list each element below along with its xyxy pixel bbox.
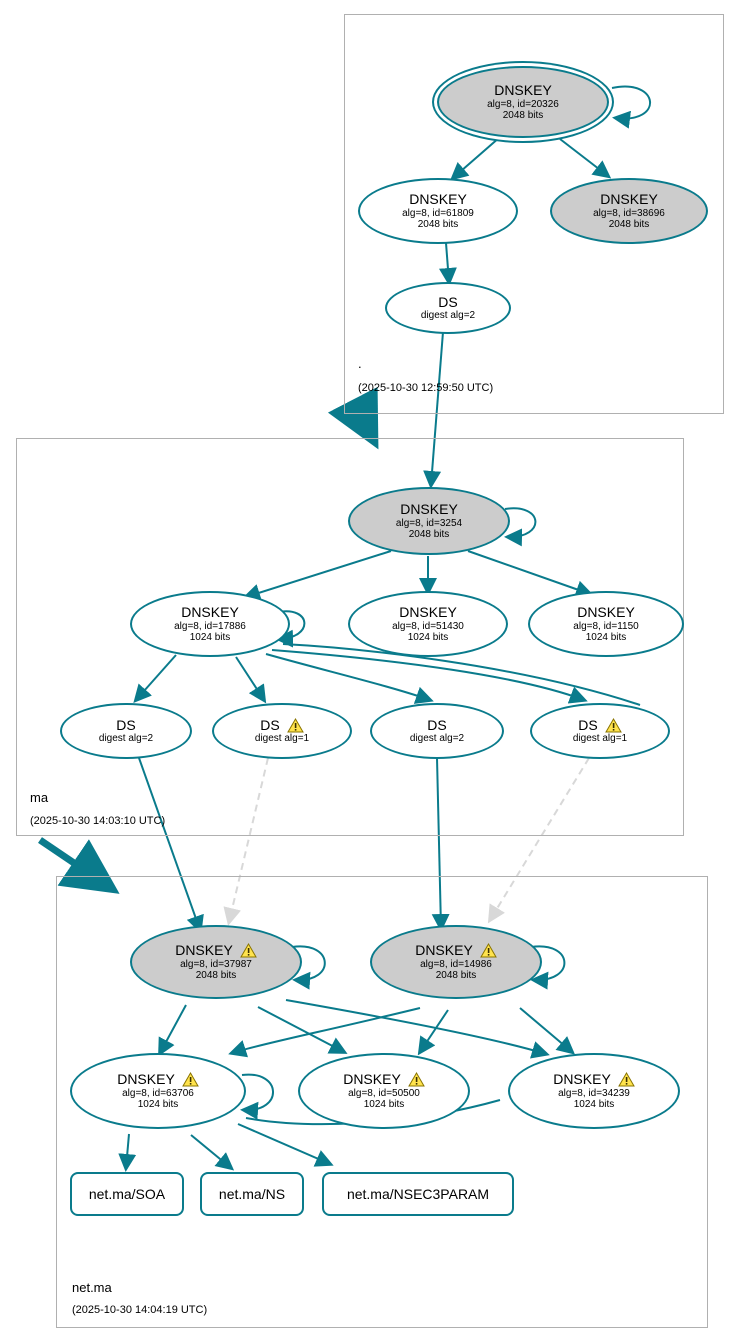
node-title: DNSKEY [494, 82, 552, 99]
warning-icon [618, 1072, 635, 1087]
node-keysize: 1024 bits [407, 632, 449, 644]
zone-timestamp-root: (2025-10-30 12:59:50 UTC) [358, 382, 494, 394]
node-keysize: 1024 bits [573, 1099, 615, 1111]
node-dnskey-37987[interactable] [130, 925, 302, 999]
node-keyinfo: alg=8, id=50500 [348, 1087, 420, 1099]
node-ds-ma-alg2-a[interactable] [60, 703, 192, 759]
node-keysize: 2048 bits [408, 529, 450, 541]
node-title: DNSKEY [409, 191, 467, 208]
node-keysize: 2048 bits [417, 219, 459, 231]
node-digest: digest alg=2 [420, 310, 476, 322]
node-keysize: 2048 bits [435, 970, 477, 982]
node-title: DNSKEY [553, 1071, 611, 1088]
zone-timestamp-ma: (2025-10-30 14:03:10 UTC) [30, 815, 166, 827]
node-title: net.ma/NSEC3PARAM [346, 1185, 490, 1202]
node-digest: digest alg=2 [409, 733, 465, 745]
node-keyinfo: alg=8, id=61809 [402, 207, 474, 219]
node-title: net.ma/SOA [88, 1185, 166, 1202]
node-title: DS [260, 717, 280, 734]
warning-icon [182, 1072, 199, 1087]
zone-label-net-ma: net.ma [72, 1280, 112, 1295]
node-keyinfo: alg=8, id=38696 [593, 207, 665, 219]
node-digest: digest alg=1 [254, 733, 310, 745]
node-ds-ma-alg2-b[interactable] [370, 703, 504, 759]
node-ds-ma-alg1-a[interactable] [212, 703, 352, 759]
zone-label-root: . [358, 356, 362, 371]
node-title: DNSKEY [577, 604, 635, 621]
node-dnskey-34239[interactable] [508, 1053, 680, 1129]
node-ds-ma-alg1-b[interactable] [530, 703, 670, 759]
node-dnskey-14986[interactable] [370, 925, 542, 999]
node-title: DS [578, 717, 598, 734]
node-title: DNSKEY [399, 604, 457, 621]
node-dnskey-17886[interactable] [130, 591, 290, 657]
node-dnskey-3254[interactable] [348, 487, 510, 555]
warning-icon [240, 943, 257, 958]
warning-icon [480, 943, 497, 958]
node-keysize: 2048 bits [195, 970, 237, 982]
node-keysize: 1024 bits [363, 1099, 405, 1111]
node-rrset-soa[interactable] [70, 1172, 184, 1216]
node-keyinfo: alg=8, id=20326 [487, 98, 559, 110]
node-rrset-nsec3param[interactable] [322, 1172, 514, 1216]
node-keysize: 1024 bits [189, 632, 231, 644]
node-keysize: 2048 bits [608, 219, 650, 231]
warning-icon [408, 1072, 425, 1087]
node-title: DNSKEY [117, 1071, 175, 1088]
node-keyinfo: alg=8, id=3254 [395, 517, 463, 529]
node-title: DNSKEY [415, 942, 473, 959]
node-title: DNSKEY [600, 191, 658, 208]
node-title: DNSKEY [175, 942, 233, 959]
node-dnskey-50500[interactable] [298, 1053, 470, 1129]
warning-icon [605, 718, 622, 733]
node-dnskey-20326[interactable] [437, 66, 609, 138]
zone-label-ma: ma [30, 790, 49, 805]
warning-icon [287, 718, 304, 733]
node-keyinfo: alg=8, id=51430 [392, 620, 464, 632]
node-title: DS [427, 717, 447, 734]
node-keyinfo: alg=8, id=14986 [420, 958, 492, 970]
node-keysize: 1024 bits [585, 632, 627, 644]
zone-timestamp-net-ma: (2025-10-30 14:04:19 UTC) [72, 1304, 208, 1316]
node-dnskey-51430[interactable] [348, 591, 508, 657]
node-title: DNSKEY [181, 604, 239, 621]
node-title: DS [116, 717, 136, 734]
node-dnskey-38696[interactable] [550, 178, 708, 244]
node-keysize: 2048 bits [502, 110, 544, 122]
node-title: DNSKEY [343, 1071, 401, 1088]
node-keyinfo: alg=8, id=34239 [558, 1087, 630, 1099]
node-keyinfo: alg=8, id=63706 [122, 1087, 194, 1099]
node-dnskey-61809[interactable] [358, 178, 518, 244]
node-title: net.ma/NS [218, 1185, 286, 1202]
node-ds-root-alg2[interactable] [385, 282, 511, 334]
node-rrset-ns[interactable] [200, 1172, 304, 1216]
node-keysize: 1024 bits [137, 1099, 179, 1111]
node-digest: digest alg=1 [572, 733, 628, 745]
node-digest: digest alg=2 [98, 733, 154, 745]
node-dnskey-1150[interactable] [528, 591, 684, 657]
node-keyinfo: alg=8, id=1150 [573, 620, 639, 632]
node-title: DNSKEY [400, 501, 458, 518]
node-keyinfo: alg=8, id=17886 [174, 620, 246, 632]
node-dnskey-63706[interactable] [70, 1053, 246, 1129]
node-title: DS [438, 294, 458, 311]
node-keyinfo: alg=8, id=37987 [180, 958, 252, 970]
